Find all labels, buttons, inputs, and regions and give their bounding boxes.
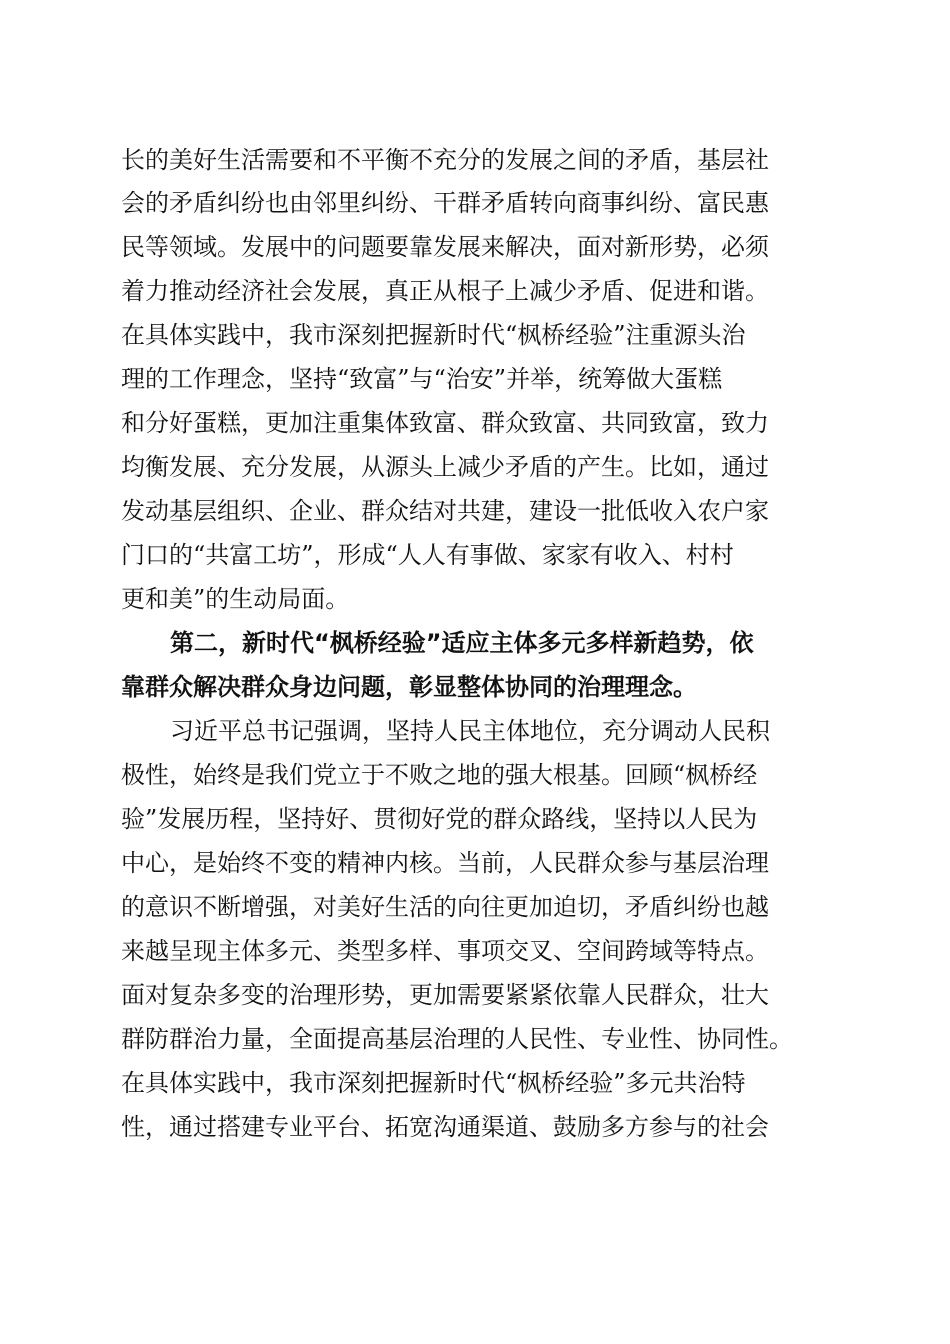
text-line: 发动基层组织、企业、群众结对共建，建设一批低收入农户家 [121,497,769,525]
text-line: 中心，是始终不变的精神内核。当前，人民群众参与基层治理 [121,849,769,877]
text-line: 性，通过搭建专业平台、拓宽沟通渠道、鼓励多方参与的社会 [121,1113,769,1141]
text-line: 均衡发展、充分发展，从源头上减少矛盾的产生。比如，通过 [121,453,769,481]
text-line: 验”发展历程，坚持好、贯彻好党的群众路线，坚持以人民为 [121,805,758,833]
section-heading-line: 靠群众解决群众身边问题，彰显整体协同的治理理念。 [121,673,697,701]
text-line: 会的矛盾纠纷也由邻里纠纷、干群矛盾转向商事纠纷、富民惠 [121,189,769,217]
text-line: 门口的“共富工坊”，形成“人人有事做、家家有收入、村村 [121,541,734,569]
text-line: 习近平总书记强调，坚持人民主体地位，充分调动人民积 [170,717,770,745]
text-line: 群防群治力量，全面提高基层治理的人民性、专业性、协同性。 [121,1025,793,1053]
text-line: 和分好蛋糕，更加注重集体致富、群众致富、共同致富，致力 [121,409,769,437]
text-line: 的意识不断增强，对美好生活的向往更加迫切，矛盾纠纷也越 [121,893,769,921]
text-line: 理的工作理念，坚持“致富”与“治安”并举，统筹做大蛋糕 [121,365,723,393]
text-line: 长的美好生活需要和不平衡不充分的发展之间的矛盾，基层社 [121,146,769,174]
text-line: 在具体实践中，我市深刻把握新时代“枫桥经验”注重源头治 [121,321,746,349]
text-line: 来越呈现主体多元、类型多样、事项交叉、空间跨域等特点。 [121,937,769,965]
text-line: 极性，始终是我们党立于不败之地的强大根基。回顾“枫桥经 [121,761,758,789]
text-line: 更和美”的生动局面。 [121,585,350,613]
section-heading-line: 第二，新时代“枫桥经验”适应主体多元多样新趋势，依 [170,629,754,657]
text-line: 着力推动经济社会发展，真正从根子上减少矛盾、促进和谐。 [121,277,769,305]
text-line: 民等领域。发展中的问题要靠发展来解决，面对新形势，必须 [121,233,769,261]
text-line: 面对复杂多变的治理形势，更加需要紧紧依靠人民群众，壮大 [121,981,769,1009]
text-line: 在具体实践中，我市深刻把握新时代“枫桥经验”多元共治特 [121,1069,746,1097]
